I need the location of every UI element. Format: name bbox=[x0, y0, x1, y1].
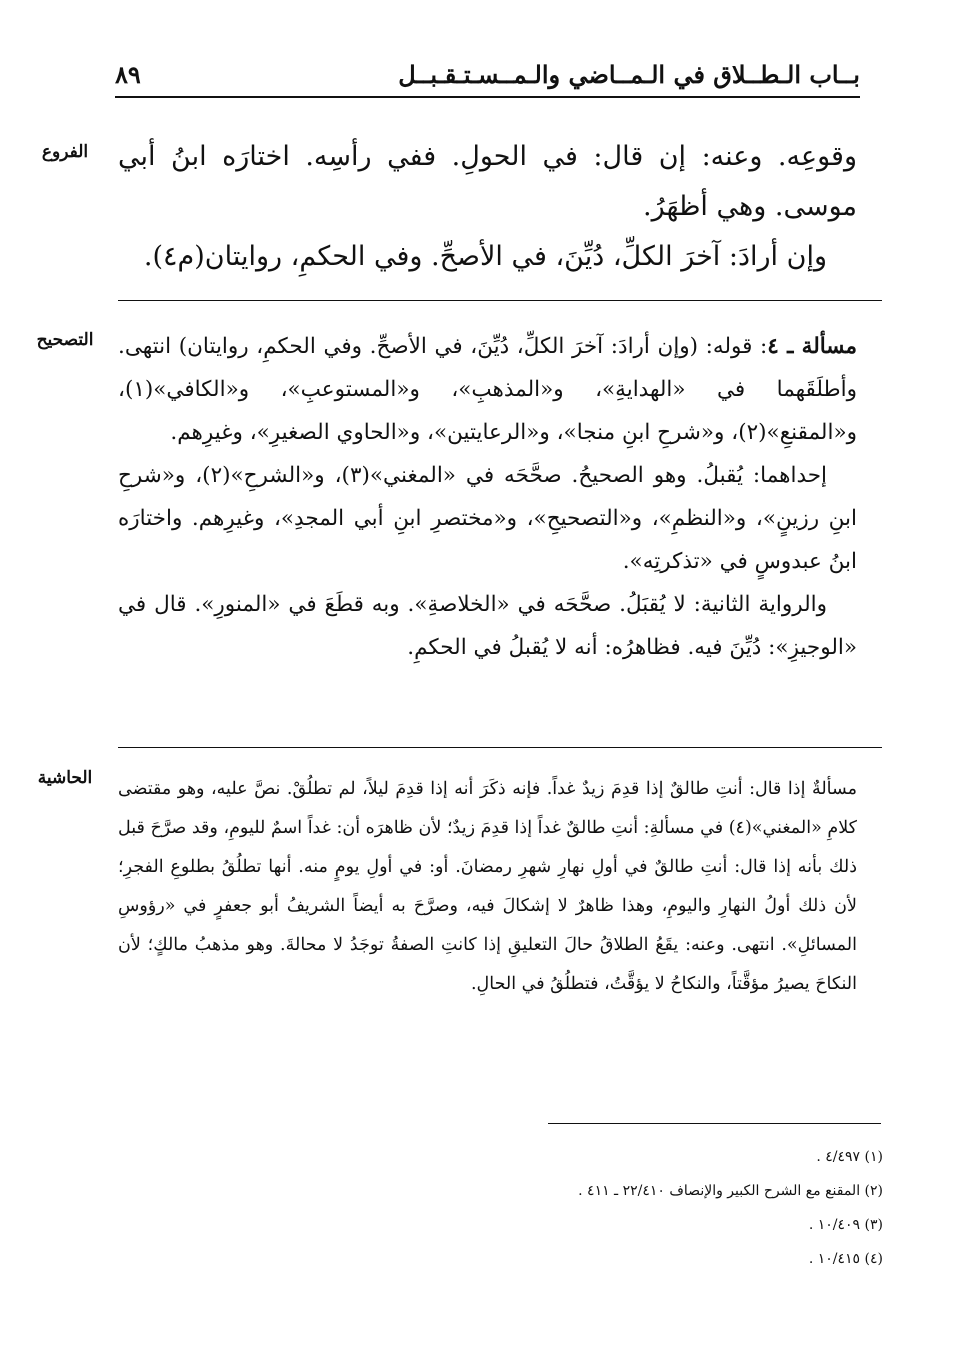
section-divider-1 bbox=[118, 300, 882, 301]
furu-paragraph-1: وقوعِه. وعنه: إن قال: في الحولِ. ففي رأسِه. اختارَه ابنُ أبي موسى. وهي أظهَرُ. bbox=[118, 141, 857, 222]
furu-paragraph-2: وإن أرادَ: آخرَ الكلِّ، دُيِّنَ، في الأصحِّ. وفي الحكمِ، روايتان(م٤). bbox=[143, 241, 827, 272]
tashih-paragraph-2: إحداهما: يُقبلُ. وهو الصحيحُ. صحَّحَه في «المغني»(٣)، و«الشرحِ»(٢)، و«شرحِ ابنِ رزينٍ»، و«النظمِ»، و«التصحيحِ»، و«مختصرِ ابنِ أبي المجدِ»، وغيرِهم. واختارَه ابنُ عبدوسٍ في «تذكرتِه». bbox=[118, 463, 857, 574]
furu-section bbox=[118, 132, 857, 282]
page-number: ٨٩ bbox=[115, 60, 141, 89]
tashih-section bbox=[118, 325, 857, 669]
section-divider-2 bbox=[118, 747, 882, 748]
page-header bbox=[115, 58, 860, 98]
tashih-paragraph-3: والرواية الثانية: لا يُقبَلُ. صحَّحَه في «الخلاصةِ». وبه قطَعَ في «المنورِ». قال في «الوجيزِ»: دُيِّنَ فيه. فظاهرُه: أنه لا يُقبلُ في الحكمِ. bbox=[118, 592, 857, 660]
side-label-furu: الفروع bbox=[41, 142, 89, 162]
footnote-rule bbox=[548, 1123, 881, 1124]
hashiya-paragraph: مسألةٌ إذا قال: أنتِ طالقٌ إذا قدِمَ زيدٌ غداً. فإنه ذكَرَ أنه إذا قدِمَ ليلاً، لم تطلُقْ. نصَّ عليه، وهو مقتضى كلامِ «المغني»(٤) في مسألةِ: أنتِ طالقٌ غداً إذا قدِمَ زيدٌ؛ لأن ظاهرَه أن: غداً اسمٌ لليومِ، وقد صرَّحَ قبل ذلك بأنه إذا قال: أنتِ طالقٌ في أولِ نهارِ شهرِ رمضانَ. أو: في أولِ يومٍ منه. أنها تطلُقُ بطلوعِ الفجرِ؛ لأن ذلك أولُ النهارِ واليومِ، وهذا ظاهرٌ لا إشكالَ فيه، وصرَّحَ به أيضاً الشريفُ أبو جعفرٍ في «رؤوسِ المسائلِ». انتهى. وعنه: يقَعُ الطلاقُ حالَ التعليقِ إذا كانتِ الصفةُ توجَدُ لا محالةَ. وهو مذهبُ مالكٍ؛ لأن النكاحَ يصيرُ مؤقَّتاً، والنكاحُ لا يؤقَّتُ، فتطلُقُ في الحالِ. bbox=[118, 779, 857, 994]
footnotes bbox=[118, 1140, 883, 1276]
footnote-1: (١) ٤/٤٩٧ . bbox=[816, 1149, 883, 1165]
footnote-4: (٤) ١٠/٤١٥ . bbox=[808, 1251, 883, 1267]
tashih-paragraph-1 bbox=[118, 325, 857, 454]
side-label-tashih: التصحيح bbox=[36, 330, 94, 350]
hashiya-section bbox=[118, 770, 857, 1004]
footnote-3: (٣) ١٠/٤٠٩ . bbox=[808, 1217, 883, 1233]
side-label-hashiya: الحاشية bbox=[37, 768, 93, 788]
masala-label: مسألة ـ ٤ bbox=[767, 334, 857, 359]
footnote-2: (٢) المقنع مع الشرح الكبير والإنصاف ٢٢/٤١٠ ـ ٤١١ . bbox=[578, 1183, 883, 1199]
running-title: بــاب الـطــلاق في الـمــاضي والـمــسـتـقـبــل bbox=[398, 60, 860, 89]
tashih-paragraph-1-text: : قوله: (وإن أرادَ: آخرَ الكلِّ، دُيِّنَ، في الأصحِّ. وفي الحكمِ، روايتان) انتهى. وأطلَقَهما في «الهدايةِ»، و«المذهبِ»، و«المستوعبِ»، و«الكافي»(١)، و«المقنعِ»(٢)، و«شرحِ ابنِ منجا»، و«الرعايتين»، و«الحاوي الصغيرِ»، وغيرِهم. bbox=[118, 334, 857, 445]
header-rule bbox=[115, 96, 860, 98]
